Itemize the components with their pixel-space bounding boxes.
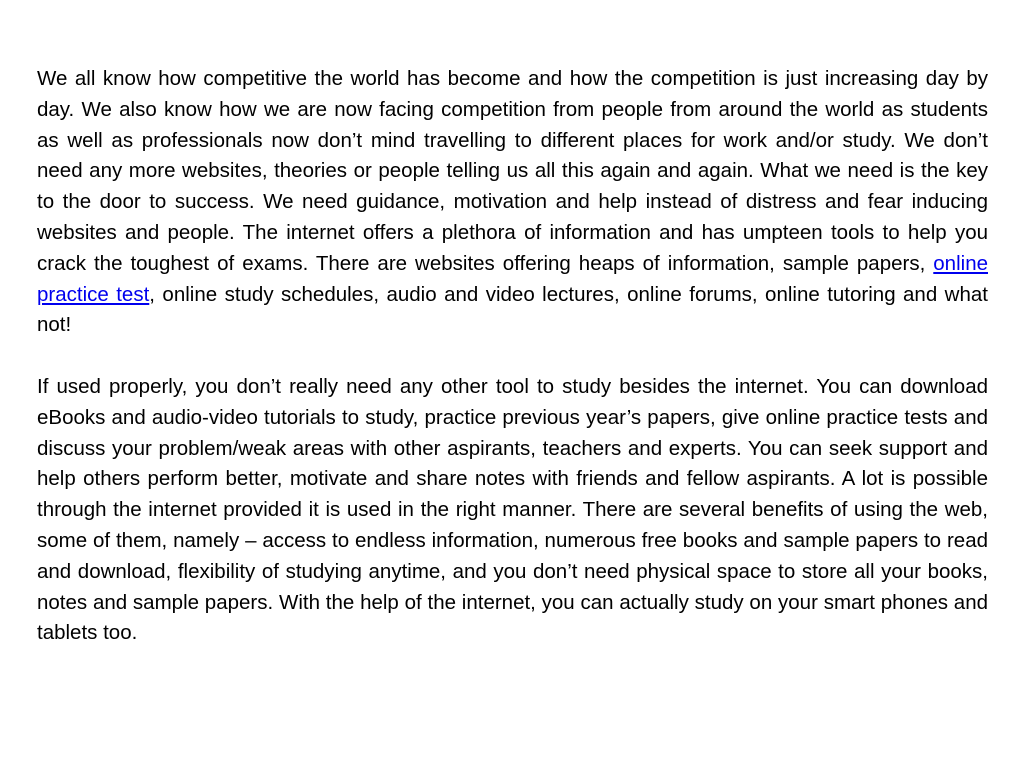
online-practice-test-link[interactable]: online practice test [37,251,988,306]
paragraph-1-text-before-link: We all know how competitive the world has become and how the competition is just increasing day by day. We also know how we are now facing competition from people from around the world as students as well as professionals now don’t mind travelling to different places for work and/or study. We don’t need any more websites, theories or people telling us all this again and again. What we need is the key to the door to success. We need guidance, motivation and help instead of distress and fear inducing websites and people. The internet offers a plethora of information and has umpteen tools to help you crack the toughest of exams. There are websites offering heaps of information, sample papers, [37,67,988,275]
slide-body [37,64,988,649]
paragraph-1-text-after-link: , online study schedules, audio and video lectures, online forums, online tutoring and what not! [37,282,988,337]
paragraph-1 [37,64,988,341]
paragraph-2: If used properly, you don’t really need any other tool to study besides the internet. You can download eBooks and audio-video tutorials to study, practice previous year’s papers, give online practice tests and discuss your problem/weak areas with other aspirants, teachers and experts. You can seek support and help others perform better, motivate and share notes with friends and fellow aspirants. A lot is possible through the internet provided it is used in the right manner. There are several benefits of using the web, some of them, namely – access to endless information, numerous free books and sample papers to read and download, flexibility of studying anytime, and you don’t need physical space to store all your books, notes and sample papers. With the help of the internet, you can actually study on your smart phones and tablets too. [37,374,988,645]
